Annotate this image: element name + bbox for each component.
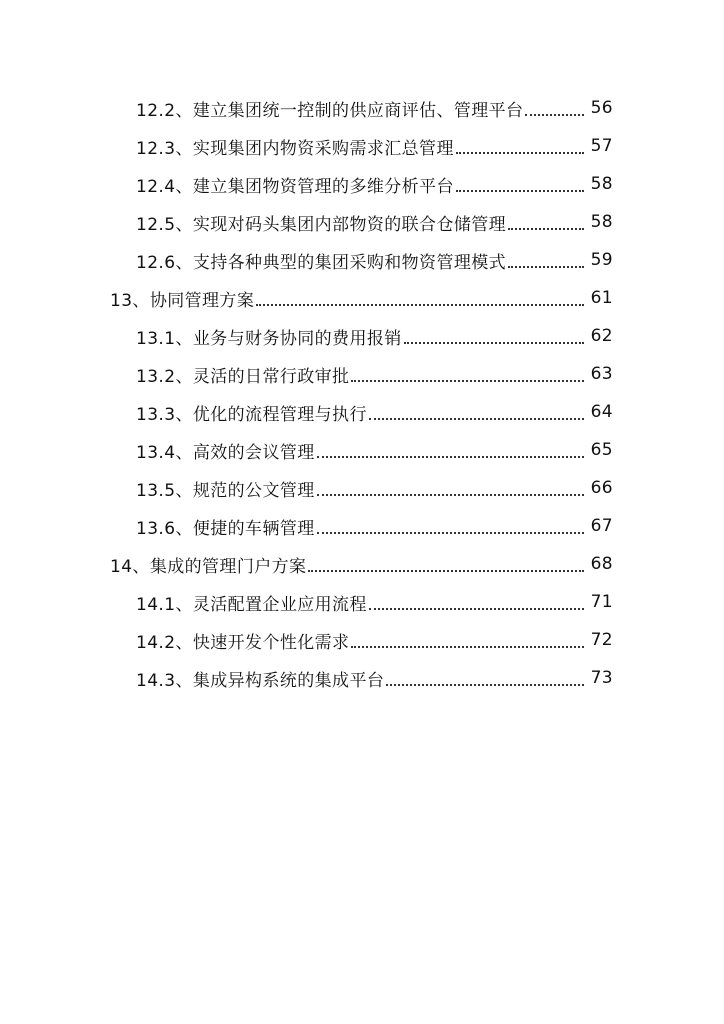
dot-leader: [351, 379, 584, 382]
toc-entry-title: 12.4、建立集团物资管理的多维分析平台: [136, 176, 454, 197]
dot-leader: [308, 569, 584, 572]
dot-leader: [525, 113, 584, 116]
dot-leader: [508, 227, 584, 230]
toc-page-number: 71: [590, 592, 613, 612]
dot-leader: [456, 189, 584, 192]
toc-entry-13-1[interactable]: [0, 317, 724, 355]
dot-leader: [456, 151, 584, 154]
toc-page-number: 73: [590, 668, 613, 688]
toc-page-number: 62: [590, 326, 613, 346]
toc-entry-title: 13.1、业务与财务协同的费用报销: [136, 328, 402, 349]
toc-entry-13-3[interactable]: [0, 393, 724, 431]
toc-page-number: 72: [590, 630, 613, 650]
toc-entry-13[interactable]: [0, 279, 724, 317]
toc-page-number: 58: [590, 174, 613, 194]
toc-page-number: 59: [590, 250, 613, 270]
toc-entry-14-3[interactable]: [0, 659, 724, 697]
toc-entry-title: 12.2、建立集团统一控制的供应商评估、管理平台: [136, 100, 524, 121]
toc-entry-12-6[interactable]: [0, 241, 724, 279]
toc-entry-13-6[interactable]: [0, 507, 724, 545]
toc-entry-title: 13.3、优化的流程管理与执行: [136, 404, 367, 425]
toc-entry-title: 13.6、便捷的车辆管理: [136, 518, 315, 539]
toc-entry-12-3[interactable]: [0, 127, 724, 165]
toc-page-number: 67: [590, 516, 613, 536]
toc-page-number: 66: [590, 478, 613, 498]
toc-entry-title: 13.4、高效的会议管理: [136, 442, 315, 463]
toc-entry-title: 12.6、支持各种典型的集团采购和物资管理模式: [136, 252, 507, 273]
toc-entry-13-2[interactable]: [0, 355, 724, 393]
toc-page-number: 63: [590, 364, 613, 384]
dot-leader: [369, 607, 584, 610]
toc-entry-12-4[interactable]: [0, 165, 724, 203]
dot-leader: [317, 531, 584, 534]
toc-page-number: 58: [590, 212, 613, 232]
dot-leader: [369, 417, 584, 420]
toc-page-number: 56: [590, 98, 613, 118]
toc-entry-title: 13、协同管理方案: [110, 290, 255, 311]
toc-entry-title: 14.1、灵活配置企业应用流程: [136, 594, 367, 615]
table-of-contents: [0, 89, 724, 697]
toc-entry-14-2[interactable]: [0, 621, 724, 659]
toc-page-number: 57: [590, 136, 613, 156]
toc-entry-title: 12.5、实现对码头集团内部物资的联合仓储管理: [136, 214, 507, 235]
toc-entry-12-5[interactable]: [0, 203, 724, 241]
toc-entry-12-2[interactable]: [0, 89, 724, 127]
toc-entry-13-4[interactable]: [0, 431, 724, 469]
toc-entry-13-5[interactable]: [0, 469, 724, 507]
toc-entry-title: 14、集成的管理门户方案: [110, 556, 307, 577]
dot-leader: [317, 493, 584, 496]
toc-entry-title: 13.5、规范的公文管理: [136, 480, 315, 501]
toc-entry-title: 13.2、灵活的日常行政审批: [136, 366, 350, 387]
toc-page-number: 65: [590, 440, 613, 460]
dot-leader: [256, 303, 584, 306]
dot-leader: [386, 683, 584, 686]
toc-entry-title: 14.3、集成异构系统的集成平台: [136, 670, 385, 691]
toc-entry-title: 12.3、实现集团内物资采购需求汇总管理: [136, 138, 454, 159]
toc-page-number: 68: [590, 554, 613, 574]
dot-leader: [317, 455, 584, 458]
dot-leader: [404, 341, 584, 344]
toc-page-number: 61: [590, 288, 613, 308]
toc-entry-14[interactable]: [0, 545, 724, 583]
dot-leader: [508, 265, 584, 268]
toc-entry-title: 14.2、快速开发个性化需求: [136, 632, 350, 653]
toc-entry-14-1[interactable]: [0, 583, 724, 621]
toc-page-number: 64: [590, 402, 613, 422]
dot-leader: [351, 645, 584, 648]
